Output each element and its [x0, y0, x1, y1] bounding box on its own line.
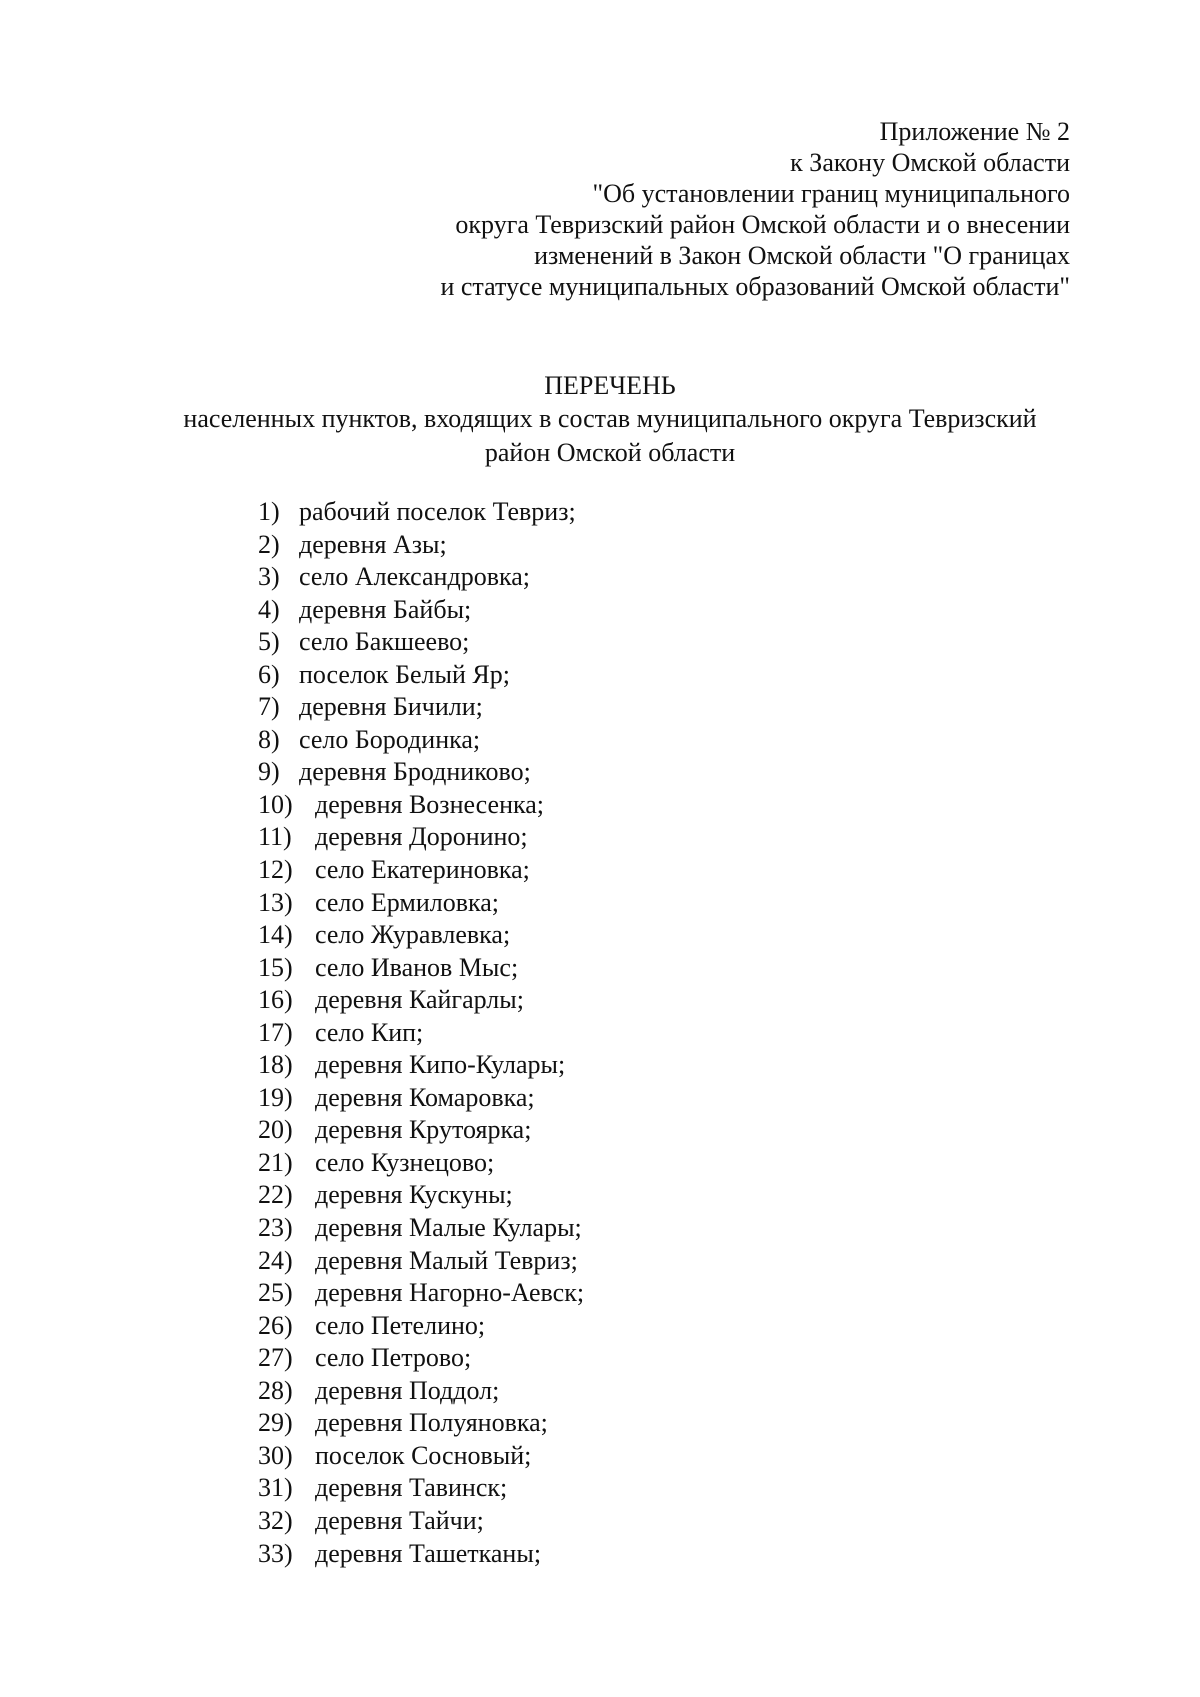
list-item-number: 33) — [258, 1538, 293, 1568]
list-item-number: 20) — [258, 1115, 293, 1145]
list-item-name: деревня Малые Кулары; — [315, 1213, 582, 1243]
list-item — [258, 1082, 584, 1115]
list-item — [258, 1277, 584, 1310]
appendix-line: к Закону Омской области — [790, 148, 1070, 177]
list-item-number: 16) — [258, 985, 293, 1015]
list-item-name: деревня Байбы; — [299, 594, 472, 624]
list-item-name: село Петелино; — [315, 1310, 486, 1340]
appendix-line: изменений в Закон Омской области "О границах — [534, 241, 1070, 270]
appendix-line: Приложение № 2 — [879, 117, 1070, 146]
list-item — [258, 1049, 584, 1082]
document-subtitle-line: район Омской области — [484, 438, 736, 467]
list-item-number: 5) — [258, 627, 280, 657]
list-item — [258, 1342, 584, 1375]
document-title: ПЕРЕЧЕНЬ — [544, 371, 676, 400]
list-item-name: село Екатериновка; — [315, 855, 530, 885]
list-item — [258, 1147, 584, 1180]
list-item-number: 32) — [258, 1505, 293, 1535]
list-item-name: село Кузнецово; — [315, 1147, 495, 1177]
list-item-name: деревня Кускуны; — [315, 1180, 513, 1210]
list-item — [258, 691, 584, 724]
list-item-number: 12) — [258, 855, 293, 885]
list-item-name: деревня Малый Тевриз; — [315, 1245, 578, 1275]
list-item — [258, 984, 584, 1017]
list-item-name: поселок Сосновый; — [315, 1440, 532, 1470]
list-item — [258, 529, 584, 562]
list-item-name: село Александровка; — [299, 562, 530, 592]
list-item-number: 11) — [258, 822, 292, 852]
list-item-name: село Кип; — [315, 1017, 424, 1047]
list-item-name: деревня Комаровка; — [315, 1082, 535, 1112]
title-block — [150, 370, 1070, 470]
list-item — [258, 1472, 584, 1505]
list-item-name: деревня Тавинск; — [315, 1473, 508, 1503]
list-item-number: 4) — [258, 594, 280, 624]
list-item — [258, 1538, 584, 1571]
list-item — [258, 1179, 584, 1212]
list-item-number: 15) — [258, 952, 293, 982]
list-item — [258, 952, 584, 985]
list-item — [258, 756, 584, 789]
list-item — [258, 1310, 584, 1343]
list-item — [258, 496, 584, 529]
list-item-number: 27) — [258, 1343, 293, 1373]
list-item-name: деревня Тайчи; — [315, 1505, 484, 1535]
list-item-number: 25) — [258, 1278, 293, 1308]
list-item-number: 19) — [258, 1082, 293, 1112]
list-item — [258, 594, 584, 627]
settlement-list — [258, 496, 584, 1570]
appendix-line: округа Тевризский район Омской области и о внесении — [455, 210, 1070, 239]
list-item-name: деревня Кипо-Кулары; — [315, 1050, 566, 1080]
list-item-number: 2) — [258, 529, 280, 559]
list-item-name: деревня Полуяновка; — [315, 1408, 548, 1438]
list-item-name: деревня Ташетканы; — [315, 1538, 542, 1568]
list-item-name: село Журавлевка; — [315, 920, 511, 950]
list-item-name: село Петрово; — [315, 1343, 472, 1373]
list-item-number: 13) — [258, 887, 293, 917]
list-item-number: 9) — [258, 757, 280, 787]
list-item-number: 21) — [258, 1147, 293, 1177]
list-item-name: деревня Поддол; — [315, 1375, 500, 1405]
list-item-name: рабочий поселок Тевриз; — [299, 497, 576, 526]
list-item — [258, 626, 584, 659]
list-item — [258, 1212, 584, 1245]
list-item — [258, 821, 584, 854]
list-item-name: село Иванов Мыс; — [315, 952, 519, 982]
list-item-name: деревня Бродниково; — [299, 757, 531, 787]
list-item — [258, 854, 584, 887]
list-item-number: 29) — [258, 1408, 293, 1438]
list-item-number: 14) — [258, 920, 293, 950]
list-item-number: 7) — [258, 692, 280, 722]
list-item-name: деревня Кайгарлы; — [315, 985, 524, 1015]
list-item — [258, 1407, 584, 1440]
list-item-number: 17) — [258, 1017, 293, 1047]
appendix-line: и статусе муниципальных образований Омской области" — [440, 272, 1070, 301]
list-item-number: 30) — [258, 1440, 293, 1470]
list-item — [258, 561, 584, 594]
list-item-name: поселок Белый Яр; — [299, 659, 510, 689]
appendix-line: "Об установлении границ муниципального — [592, 179, 1070, 208]
list-item — [258, 1505, 584, 1538]
list-item-number: 1) — [258, 497, 280, 526]
list-item-number: 28) — [258, 1375, 293, 1405]
list-item-number: 6) — [258, 659, 280, 689]
list-item-name: деревня Азы; — [299, 529, 447, 559]
list-item-name: деревня Бичили; — [299, 692, 483, 722]
list-item — [258, 789, 584, 822]
list-item-name: деревня Вознесенка; — [315, 789, 544, 819]
list-item-number: 18) — [258, 1050, 293, 1080]
list-item-number: 10) — [258, 789, 293, 819]
list-item-name: село Ермиловка; — [315, 887, 499, 917]
list-item — [258, 1114, 584, 1147]
list-item — [258, 1375, 584, 1408]
list-item-number: 8) — [258, 724, 280, 754]
list-item-name: деревня Доронино; — [315, 822, 528, 852]
list-item — [258, 1245, 584, 1278]
list-item-number: 24) — [258, 1245, 293, 1275]
list-item — [258, 1017, 584, 1050]
list-item — [258, 659, 584, 692]
list-item-name: деревня Нагорно-Аевск; — [315, 1278, 585, 1308]
list-item — [258, 919, 584, 952]
document-subtitle-line: населенных пунктов, входящих в состав муниципального округа Тевризский — [183, 404, 1037, 433]
list-item-name: село Бородинка; — [299, 724, 481, 754]
list-item — [258, 1440, 584, 1473]
list-item-number: 3) — [258, 562, 280, 592]
list-item-number: 26) — [258, 1310, 293, 1340]
list-item-number: 22) — [258, 1180, 293, 1210]
list-item-number: 23) — [258, 1213, 293, 1243]
list-item — [258, 887, 584, 920]
list-item-name: деревня Крутоярка; — [315, 1115, 532, 1145]
list-item-name: село Бакшеево; — [299, 627, 470, 657]
list-item — [258, 724, 584, 757]
list-item-number: 31) — [258, 1473, 293, 1503]
appendix-header — [310, 116, 1070, 302]
